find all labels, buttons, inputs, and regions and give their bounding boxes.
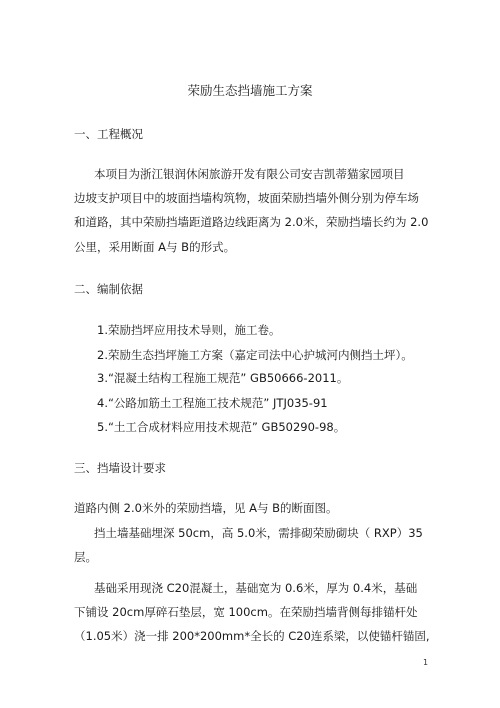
paragraph-line: 公里，采用断面 A与 B的形式。 bbox=[74, 240, 236, 254]
paragraph-line: 本项目为浙江银润休闲旅游开发有限公司安吉凯蒂猫家园项目 bbox=[94, 167, 405, 181]
paragraph-line: 边坡支护项目中的坡面挡墙构筑物，坡面荣励挡墙外侧分别为停车场 bbox=[74, 191, 419, 205]
reference-item: 5.“土工合成材料应用技术规范” GB50290-98。 bbox=[97, 420, 346, 434]
reference-item: 4.“公路加筋土工程施工技术规范” JTJ035-91 bbox=[97, 396, 328, 410]
paragraph-line: 挡土墙基础埋深 50cm，高 5.0米，需排砌荣励砌块（ RXP）35 bbox=[94, 526, 423, 540]
paragraph-line: 下铺设 20cm厚碎石垫层，宽 100cm。在荣励挡墙背侧每排锚杆处 bbox=[74, 605, 418, 619]
paragraph-line: （1.05米）浇一排 200*200mm*全长的 C20连系梁，以使锚杆锚固, bbox=[74, 629, 430, 643]
section-heading: 三、挡墙设计要求 bbox=[74, 461, 166, 475]
reference-item: 1.荣励挡坪应用技术导则，施工卷。 bbox=[97, 323, 281, 337]
paragraph-line: 和道路，其中荣励挡墙距道路边线距离为 2.0米，荣励挡墙长约为 2.0 bbox=[74, 215, 429, 229]
section-heading: 一、工程概况 bbox=[74, 127, 143, 141]
paragraph-line: 层。 bbox=[74, 550, 97, 564]
paragraph-line: 道路内侧 2.0米外的荣励挡墙，见 A与 B的断面图。 bbox=[74, 501, 338, 515]
section-heading: 二、编制依据 bbox=[74, 282, 143, 296]
page-number: 1 bbox=[423, 658, 429, 667]
document-title: 荣励生态挡墙施工方案 bbox=[187, 83, 313, 98]
reference-item: 2.荣励生态挡坪施工方案（嘉定司法中心护城河内侧挡土坪）。 bbox=[97, 348, 413, 362]
paragraph-line: 基础采用现浇 C20混凝土，基础宽为 0.6米，厚为 0.4米，基础 bbox=[94, 581, 418, 595]
reference-item: 3.“混凝土结构工程施工规范” GB50666-2011。 bbox=[97, 371, 349, 385]
